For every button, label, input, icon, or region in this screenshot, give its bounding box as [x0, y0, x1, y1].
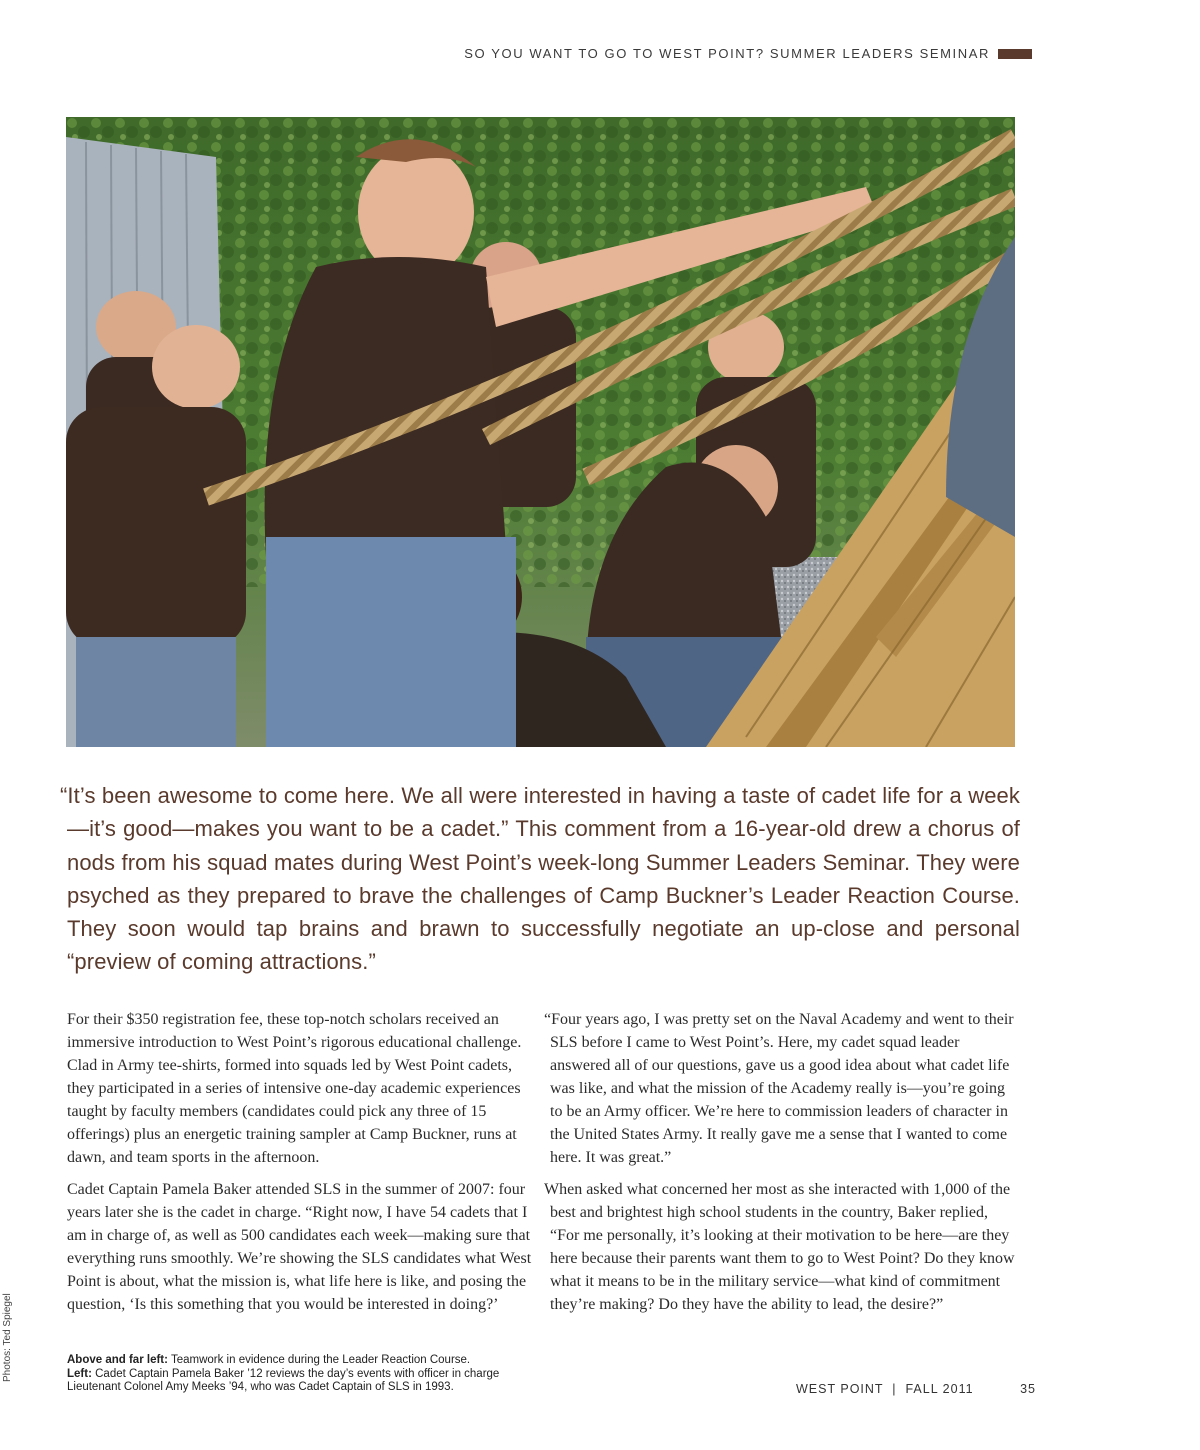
photo-cadets-pulling-ropes-icon [66, 117, 1015, 747]
body-paragraph: “Four years ago, I was pretty set on the Naval Academy and went to their SLS before I came to West Point’s. Here, my cadet squad leader answered all of our questions, gave us a good idea about what cadet life was like, and what the mission of the Academy really is—you’re going to be an Army officer. We’re here to commission leaders of character in the United States Army. It really gave me a sense that I wanted to come here. It was great.” [544, 1011, 1014, 1166]
page-number: 35 [1020, 1382, 1036, 1396]
body-paragraph: Cadet Captain Pamela Baker attended SLS in the summer of 2007: four years later she is the cadet in charge. “Right now, I have 54 cadets that I am in charge of, as well as 500 candidates each week—making sure that everything runs smoothly. We’re showing the SLS candidates what West Point is about, what the mission is, what life here is like, and posing the question, ‘Is this something that you would be interested in doing?’ [67, 1181, 532, 1313]
footer-publication: WEST POINT | FALL 2011 [796, 1382, 974, 1396]
photo-caption [67, 1354, 537, 1395]
caption-text: Cadet Captain Pamela Baker ’12 reviews the day’s events with officer in charge Lieutenant Colonel Amy Meeks ’94, who was Cadet Captain of SLS in 1993. [67, 1367, 500, 1393]
body-column-left [67, 1008, 537, 1325]
body-column-right [544, 1008, 1020, 1325]
photo-credit: Photos: Ted Spiegel [2, 1293, 13, 1382]
running-head [464, 46, 1032, 61]
pull-quote-text: “It’s been awesome to come here. We all were interested in having a taste of cadet life for a week—it’s good—makes you want to be a cadet.” This comment from a 16-year-old drew a chorus of nods from his squad mates during West Point’s week-long Summer Leaders Seminar. They were psyched as they prepared to brave the challenges of Camp Buckner’s Leader Reaction Course. They soon would tap brains and brawn to successfully negotiate an up-close and personal “preview of coming attractions.” [60, 783, 1020, 975]
pull-quote [60, 779, 1020, 979]
body-paragraph: When asked what concerned her most as she interacted with 1,000 of the best and brightest high school students in the country, Baker replied, “For me personally, it’s looking at their motivation to be here—are they here because their parents want them to go to West Point? Do they know what it means to be in the military service—what kind of commitment they’re making? Do they have the ability to lead, the desire?” [544, 1181, 1015, 1313]
running-head-bar [998, 49, 1032, 59]
page-footer [796, 1382, 1036, 1396]
caption-label: Left: [67, 1367, 92, 1380]
caption-text: Teamwork in evidence during the Leader Reaction Course. [167, 1354, 471, 1366]
body-paragraph: For their $350 registration fee, these top-notch scholars received an immersive introduction to West Point’s rigorous educational challenge. Clad in Army tee-shirts, formed into squads led by West Point cadets, they participated in a series of intensive one-day academic experiences taught by faculty members (candidates could pick any three of 15 offerings) plus an energetic training sampler at Camp Buckner, runs at dawn, and team sports in the afternoon. [67, 1011, 522, 1166]
feature-photo [66, 117, 1015, 747]
caption-label: Above and far left: [67, 1354, 168, 1366]
running-head-text: SO YOU WANT TO GO TO WEST POINT? SUMMER LEADERS SEMINAR [464, 46, 990, 61]
